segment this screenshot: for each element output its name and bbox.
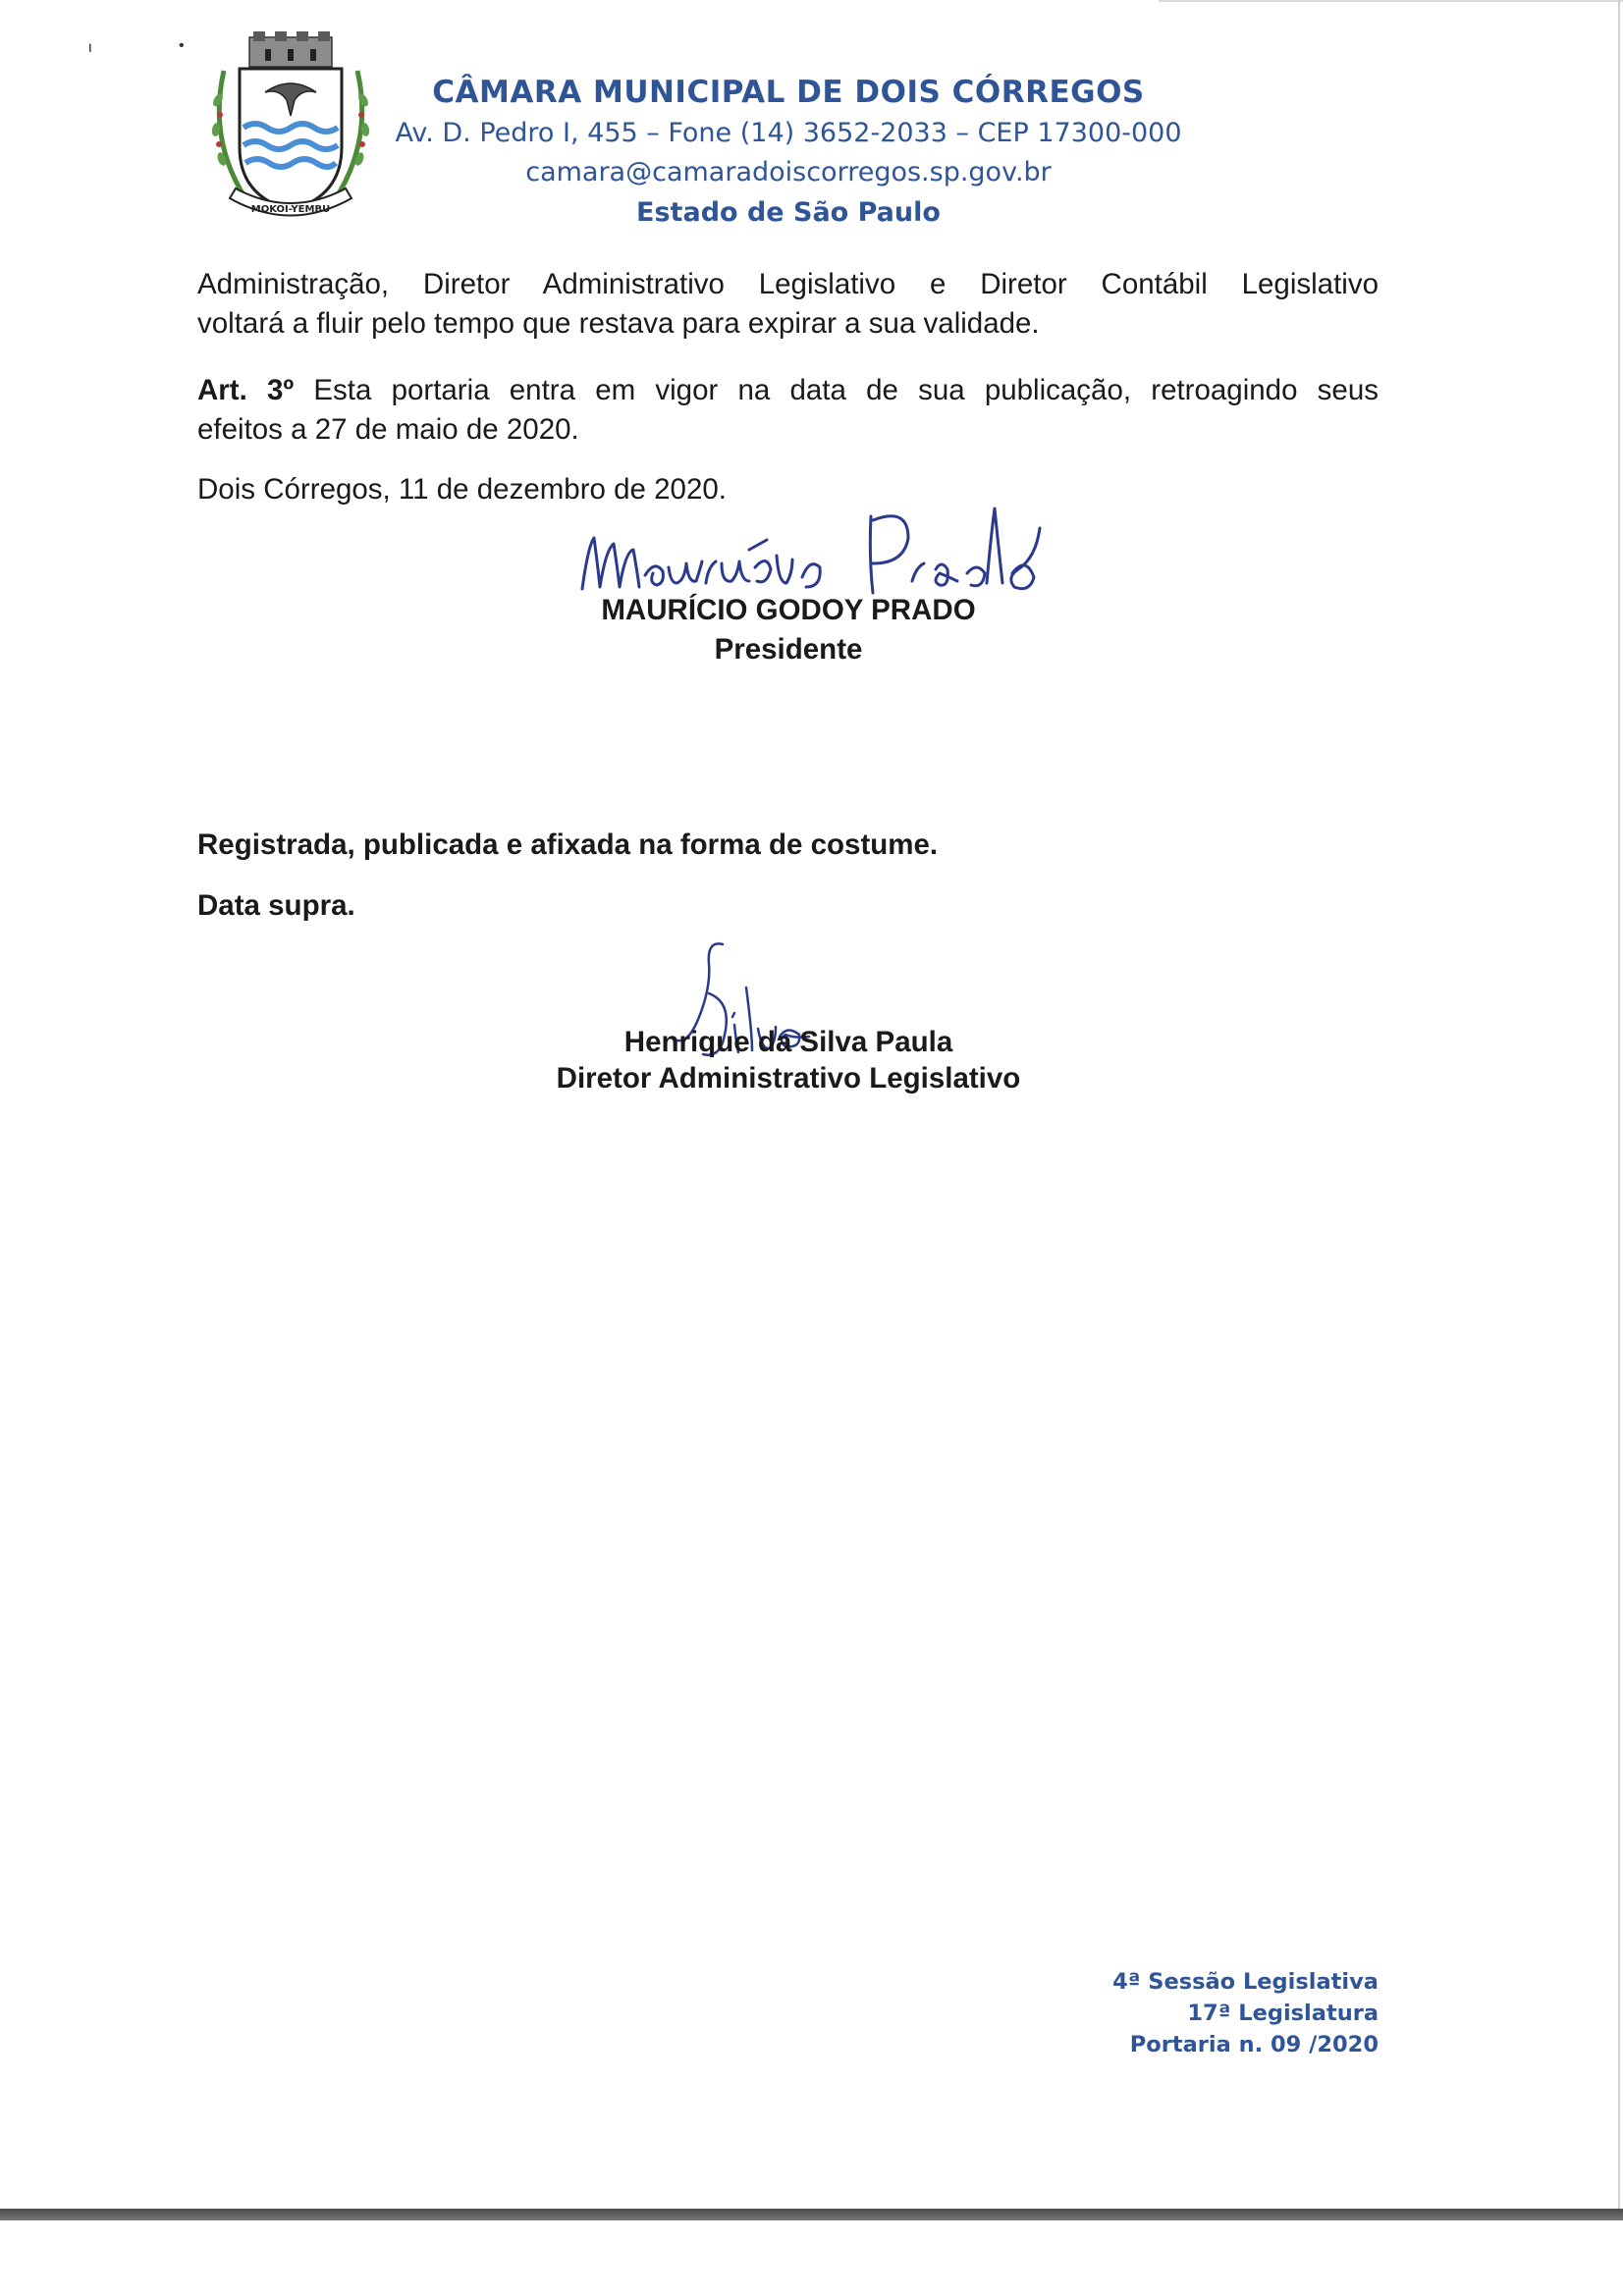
scan-speck: ι xyxy=(88,39,92,56)
paragraph-line: Administração, Diretor Administrativo Legislativo e Diretor Contábil Legislativo xyxy=(197,268,1379,300)
signature-mauricio-prado xyxy=(574,499,1065,603)
signatory-role: Presidente xyxy=(714,633,863,666)
footer-portaria: Portaria n. 09 /2020 xyxy=(1129,2032,1379,2057)
article-3-line: efeitos a 27 de maio de 2020. xyxy=(197,413,579,446)
article-3-label: Art. 3º xyxy=(197,374,295,406)
article-3-line xyxy=(197,371,1379,409)
crest-motto: MOKOI-YEMBU xyxy=(250,204,331,215)
document-footer xyxy=(1080,1966,1379,2060)
registration-line: Registrada, publicada e afixada na forma de costume. xyxy=(197,828,939,861)
registration-date-line: Data supra. xyxy=(197,889,355,922)
letterhead xyxy=(373,71,1204,234)
scan-speck: • xyxy=(179,37,185,54)
footer-session: 4ª Sessão Legislativa xyxy=(1112,1969,1379,1995)
page-edge-right xyxy=(1618,0,1620,2214)
article-3-text: Esta portaria entra em vigor na data de sua publicação, retroagindo seus xyxy=(313,374,1379,406)
paragraph-line: voltará a fluir pelo tempo que restava para expirar a sua validade. xyxy=(197,307,1040,340)
footer-legislature: 17ª Legislatura xyxy=(1187,2001,1379,2026)
signatory-role: Diretor Administrativo Legislativo xyxy=(556,1062,1021,1095)
institution-title: CÂMARA MUNICIPAL DE DOIS CÓRREGOS xyxy=(432,75,1145,110)
institution-state: Estado de São Paulo xyxy=(636,197,941,228)
scan-bottom-band xyxy=(0,2209,1623,2220)
institution-address: Av. D. Pedro I, 455 – Fone (14) 3652-2033 – CEP 17300-000 xyxy=(395,118,1182,148)
page-edge-top xyxy=(1159,0,1623,2)
date-line: Dois Córregos, 11 de dezembro de 2020. xyxy=(197,473,727,506)
institution-email: camara@camaradoiscorregos.sp.gov.br xyxy=(525,157,1052,187)
signatory-name: MAURÍCIO GODOY PRADO xyxy=(601,594,976,626)
signatory-name: Henrique da Silva Paula xyxy=(623,1026,953,1058)
municipal-crest-logo xyxy=(206,31,375,233)
